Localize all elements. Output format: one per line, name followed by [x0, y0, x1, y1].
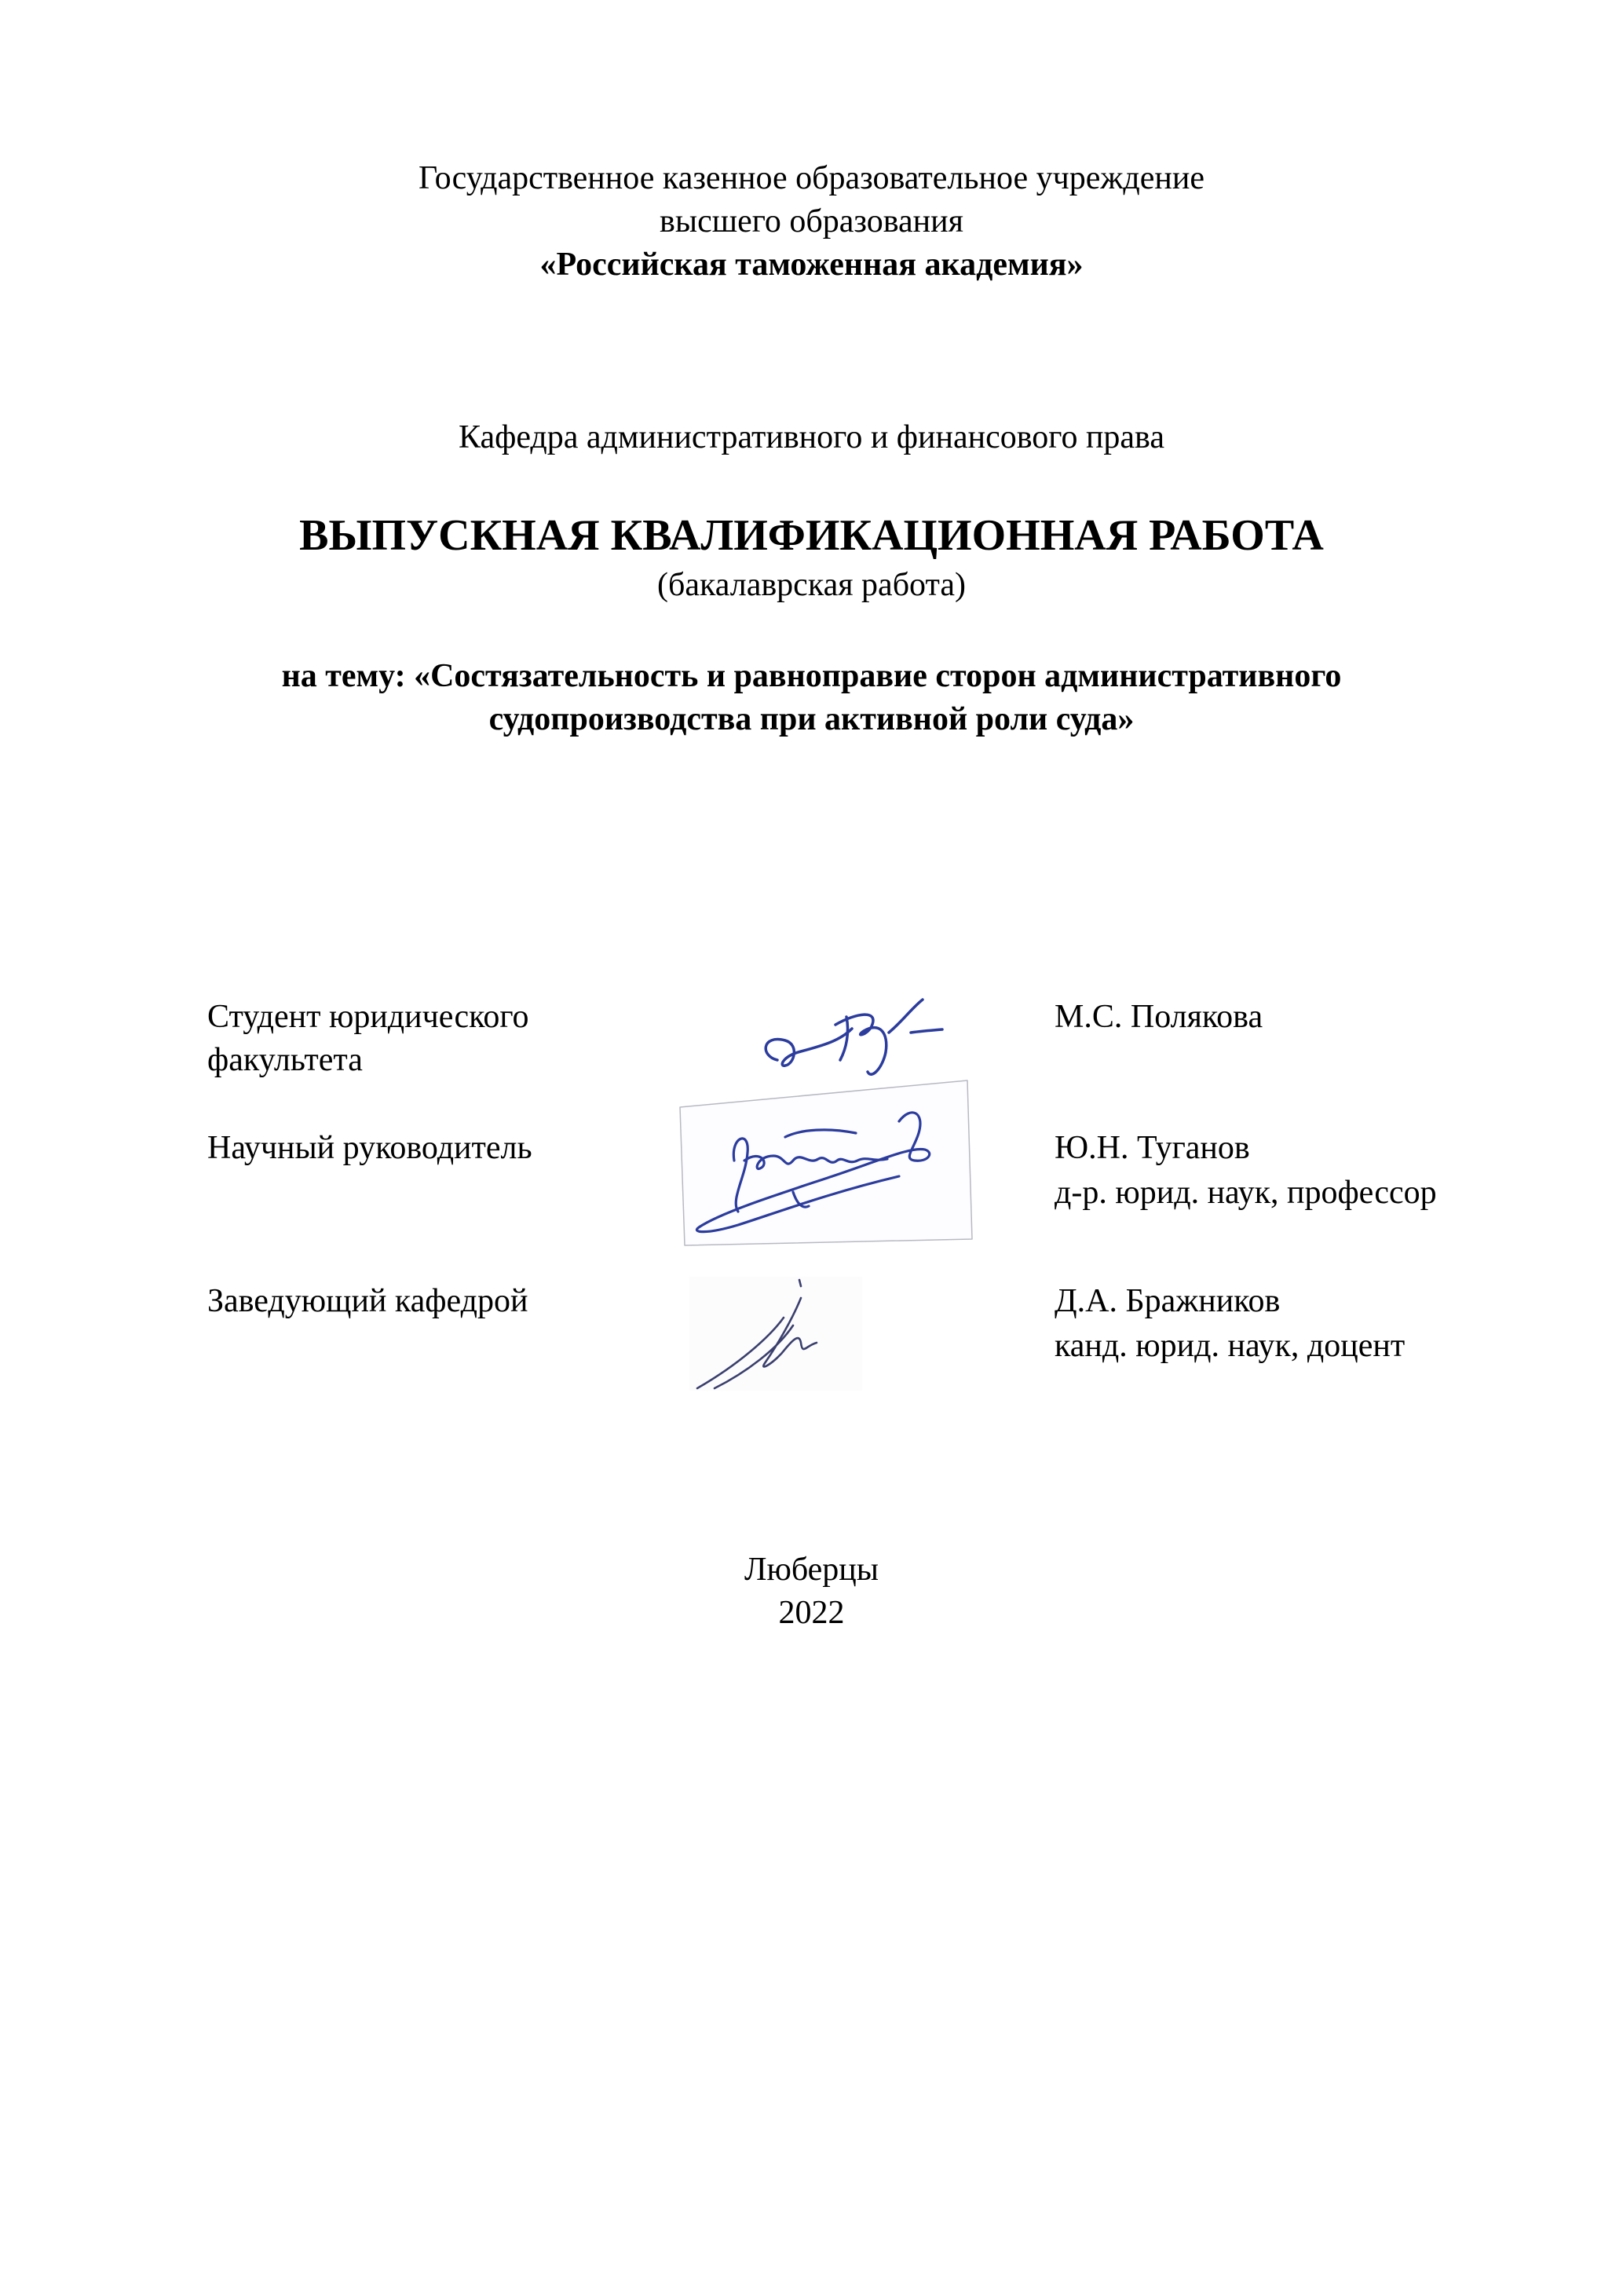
head-of-department-signature: [683, 1270, 872, 1396]
supervisor-name: Ю.Н. Туганов: [1055, 1130, 1250, 1166]
footer-year: 2022: [778, 1595, 845, 1631]
student-name: М.С. Полякова: [1055, 999, 1263, 1035]
institution-line-1: Государственное казенное образовательное учреждение: [419, 160, 1204, 196]
head-of-department-credentials: канд. юрид. наук, доцент: [1055, 1328, 1406, 1364]
work-topic-line-1: на тему: «Состязательность и равноправие сторон административного: [281, 658, 1342, 694]
supervisor-role: Научный руководитель: [207, 1130, 532, 1166]
work-title: ВЫПУСКНАЯ КВАЛИФИКАЦИОННАЯ РАБОТА: [299, 511, 1324, 560]
student-role-line-2: факультета: [207, 1042, 363, 1078]
student-role-line-1: Студент юридического: [207, 999, 529, 1035]
institution-name: «Российская таможенная академия»: [539, 247, 1084, 283]
work-subtitle: (бакалаврская работа): [656, 567, 967, 603]
footer-city: Люберцы: [744, 1552, 879, 1588]
department-name: Кафедра административного и финансового права: [459, 419, 1164, 455]
institution-line-2: высшего образования: [660, 203, 963, 239]
supervisor-credentials: д-р. юрид. наук, профессор: [1055, 1175, 1437, 1211]
work-topic-line-2: судопроизводства при активной роли суда»: [488, 701, 1135, 737]
student-signature: [754, 985, 958, 1088]
supervisor-signature: [675, 1074, 978, 1251]
head-of-department-name: Д.А. Бражников: [1055, 1283, 1281, 1319]
head-of-department-role: Заведующий кафедрой: [207, 1283, 528, 1319]
